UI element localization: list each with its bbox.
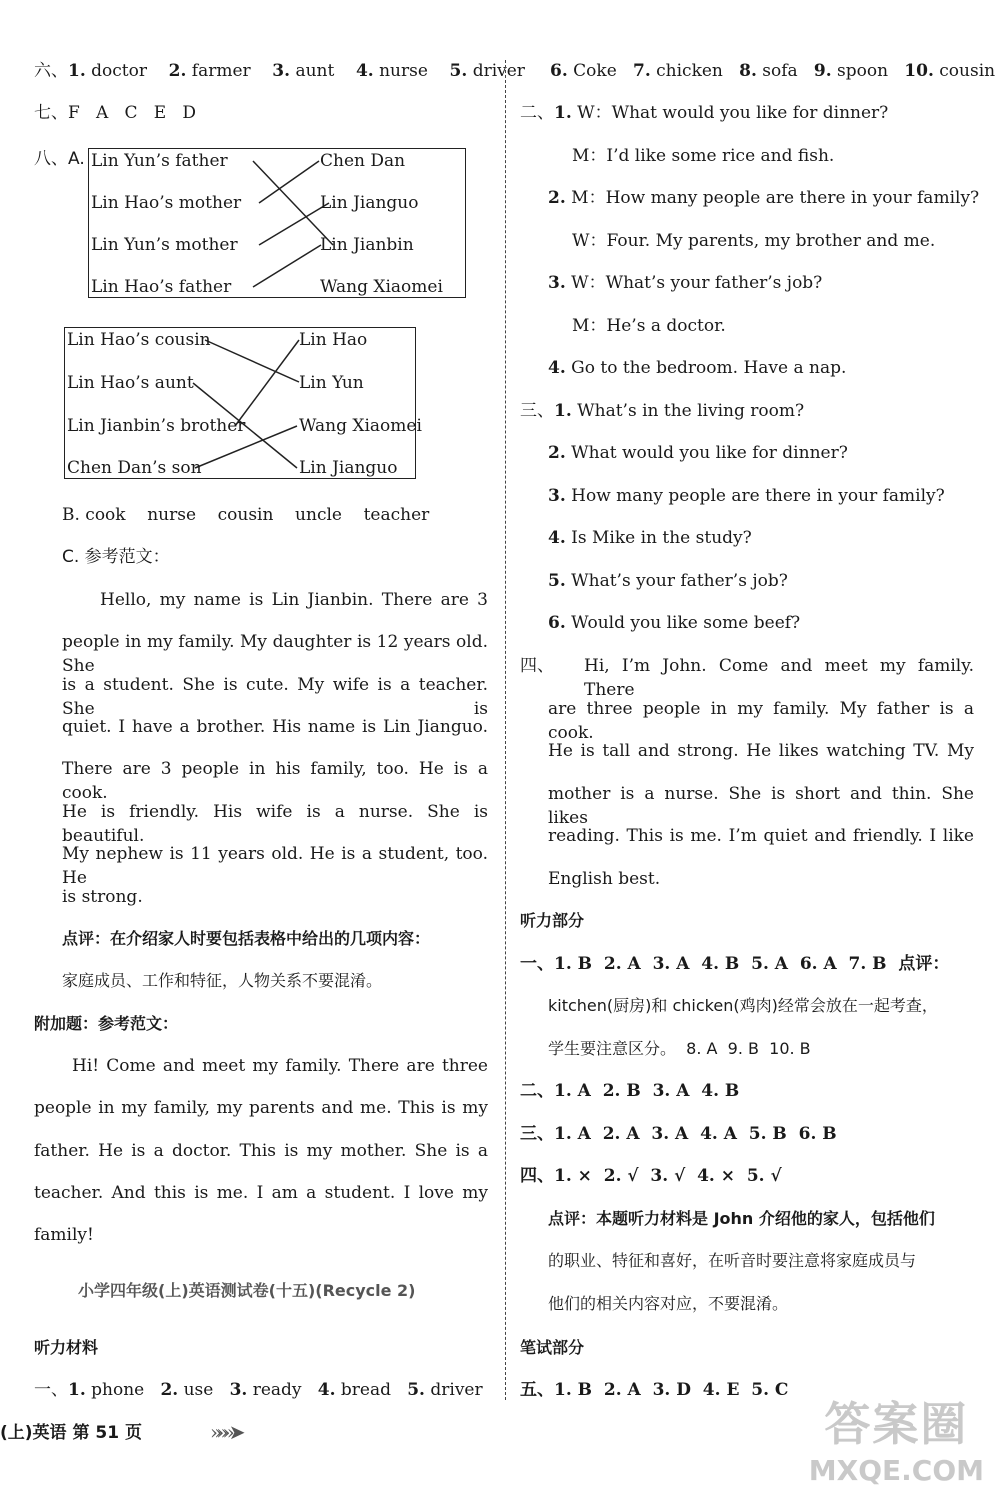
q4-label: 四、 (520, 656, 554, 676)
comment-2-line-2: 的职业、特征和喜好，在听音时要注意将家庭成员与 (548, 1251, 917, 1270)
essay2-line-1: Hi! Come and meet my family. There are three (72, 1056, 488, 1076)
question-2: 2. What would you like for dinner? (548, 443, 848, 463)
essay2-line-5: family! (34, 1225, 94, 1245)
listening-material-heading: 听力材料 (34, 1338, 99, 1357)
part-b-words: B. cook nurse cousin uncle teacher (62, 505, 430, 525)
question-3: 3. How many people are there in your family? (548, 486, 945, 506)
essay1-line-6: He is friendly. His wife is a nurse. She is beautiful. (62, 802, 488, 846)
match-a-right-1: Chen Dan (320, 151, 406, 171)
extra-question-label: 附加题：参考范文： (34, 1014, 179, 1033)
comment-2-line-1: 点评：本题听力材料是 John 介绍他的家人，包括他们 (548, 1209, 935, 1228)
answers-4: 四、1. × 2. √ 3. √ 4. × 5. √ (520, 1166, 782, 1186)
passage-line-5: reading. This is me. I’m quiet and friendly. I like (548, 826, 974, 846)
page-footer: (上)英语 第 51 页 (0, 1423, 142, 1443)
essay2-line-2: people in my family, my parents and me. This is my (34, 1098, 488, 1118)
comment-1-line-2: 家庭成员、工作和特征，人物关系不要混淆。 (62, 971, 383, 990)
answers-1-cont: 学生要注意区分。 8. A 9. B 10. B (548, 1039, 811, 1058)
q8-label: 八、A. (34, 149, 85, 169)
passage-line-3: He is tall and strong. He likes watching TV. My (548, 741, 974, 761)
matching-box-a (88, 148, 466, 298)
match-a-left-2: Lin Hao’s mother (91, 193, 242, 213)
dialog-3-b: M：He’s a doctor. (572, 316, 726, 336)
match-b-left-3: Lin Jianbin’s brother (67, 416, 246, 436)
essay2-line-4: teacher. And this is me. I am a student. I love my (34, 1183, 488, 1203)
essay1-line-1: Hello, my name is Lin Jianbin. There are 3 (100, 590, 488, 610)
passage-line-2: are three people in my family. My father is a cook. (548, 699, 974, 743)
match-a-right-3: Lin Jianbin (320, 235, 414, 255)
answers-1-comment: kitchen(厨房)和 chicken(鸡肉)经常会放在一起考查， (548, 996, 938, 1015)
q1-line: 一、1. phone 2. use 3. ready 4. bread 5. driver (34, 1380, 483, 1400)
comment-2-line-3: 他们的相关内容对应，不要混淆。 (548, 1294, 789, 1313)
essay1-line-2: people in my family. My daughter is 12 years old. She (62, 632, 488, 676)
passage-line-6: English best. (548, 869, 661, 889)
answers-3: 三、1. A 2. A 3. A 4. A 5. B 6. B (520, 1124, 837, 1144)
question-5: 5. What’s your father’s job? (548, 571, 788, 591)
matching-box-b (64, 327, 422, 479)
passage-line-4: mother is a nurse. She is short and thin. She likes (548, 784, 974, 828)
match-a-left-1: Lin Yun’s father (91, 151, 228, 171)
essay2-line-3: father. He is a doctor. This is my mother. She is a (34, 1141, 488, 1161)
footer-arrows-icon: »»»➤ (210, 1420, 240, 1444)
answers-1: 一、1. B 2. A 3. A 4. B 5. A 6. A 7. B 点评： (520, 954, 950, 974)
dialog-2-a: 2. M：How many people are there in your family? (548, 188, 980, 208)
answers-2: 二、1. A 2. B 3. A 4. B (520, 1081, 740, 1101)
dialog-1-a: 二、1. W：What would you like for dinner? (520, 103, 889, 123)
match-b-left-4: Chen Dan’s son (67, 458, 202, 478)
match-b-right-2: Lin Yun (299, 373, 364, 393)
match-a-left-3: Lin Yun’s mother (91, 235, 238, 255)
essay1-line-4: quiet. I have a brother. His name is Lin Jianguo. (62, 717, 488, 737)
match-b-right-1: Lin Hao (299, 330, 368, 350)
answers-5: 五、1. B 2. A 3. D 4. E 5. C (520, 1380, 789, 1400)
passage-line-1: Hi, I’m John. Come and meet my family. There (584, 656, 974, 700)
essay1-line-3: is a student. She is cute. My wife is a teacher. She is (62, 675, 488, 719)
dialog-2-b: W：Four. My parents, my brother and me. (572, 231, 936, 251)
q7-line: 七、F A C E D (34, 103, 196, 123)
essay1-line-5: There are 3 people in his family, too. He is a cook. (62, 759, 488, 803)
dialog-4-a: 4. Go to the bedroom. Have a nap. (548, 358, 847, 378)
essay1-line-8: is strong. (62, 887, 143, 907)
comment-1-line-1: 点评：在介绍家人时要包括表格中给出的几项内容： (62, 929, 431, 948)
q6-line: 六、1. doctor 2. farmer 3. aunt 4. nurse 5. driver (34, 61, 525, 81)
test-title: 小学四年级(上)英语测试卷(十五)(Recycle 2) (78, 1281, 416, 1300)
q1-continued-line: 6. Coke 7. chicken 8. sofa 9. spoon 10. cousin (550, 61, 996, 81)
question-6: 6. Would you like some beef? (548, 613, 801, 633)
listening-part-heading: 听力部分 (520, 911, 585, 930)
column-divider (505, 60, 506, 1400)
match-b-left-1: Lin Hao’s cousin (67, 330, 211, 350)
essay1-line-7: My nephew is 11 years old. He is a student, too. He (62, 844, 488, 888)
match-b-right-4: Lin Jianguo (299, 458, 398, 478)
dialog-1-b: M：I’d like some rice and fish. (572, 146, 835, 166)
match-a-right-2: Lin Jianguo (320, 193, 419, 213)
written-part-heading: 笔试部分 (520, 1338, 585, 1357)
match-a-right-4: Wang Xiaomei (320, 277, 443, 297)
dialog-3-a: 3. W：What’s your father’s job? (548, 273, 823, 293)
match-b-left-2: Lin Hao’s aunt (67, 373, 194, 393)
question-1: 三、1. What’s in the living room? (520, 401, 805, 421)
watermark-logo: 答案圈 MXQE.COM (808, 1397, 984, 1487)
question-4: 4. Is Mike in the study? (548, 528, 752, 548)
match-a-left-4: Lin Hao’s father (91, 277, 232, 297)
part-c-label: C. 参考范文： (62, 547, 170, 567)
match-b-right-3: Wang Xiaomei (299, 416, 422, 436)
